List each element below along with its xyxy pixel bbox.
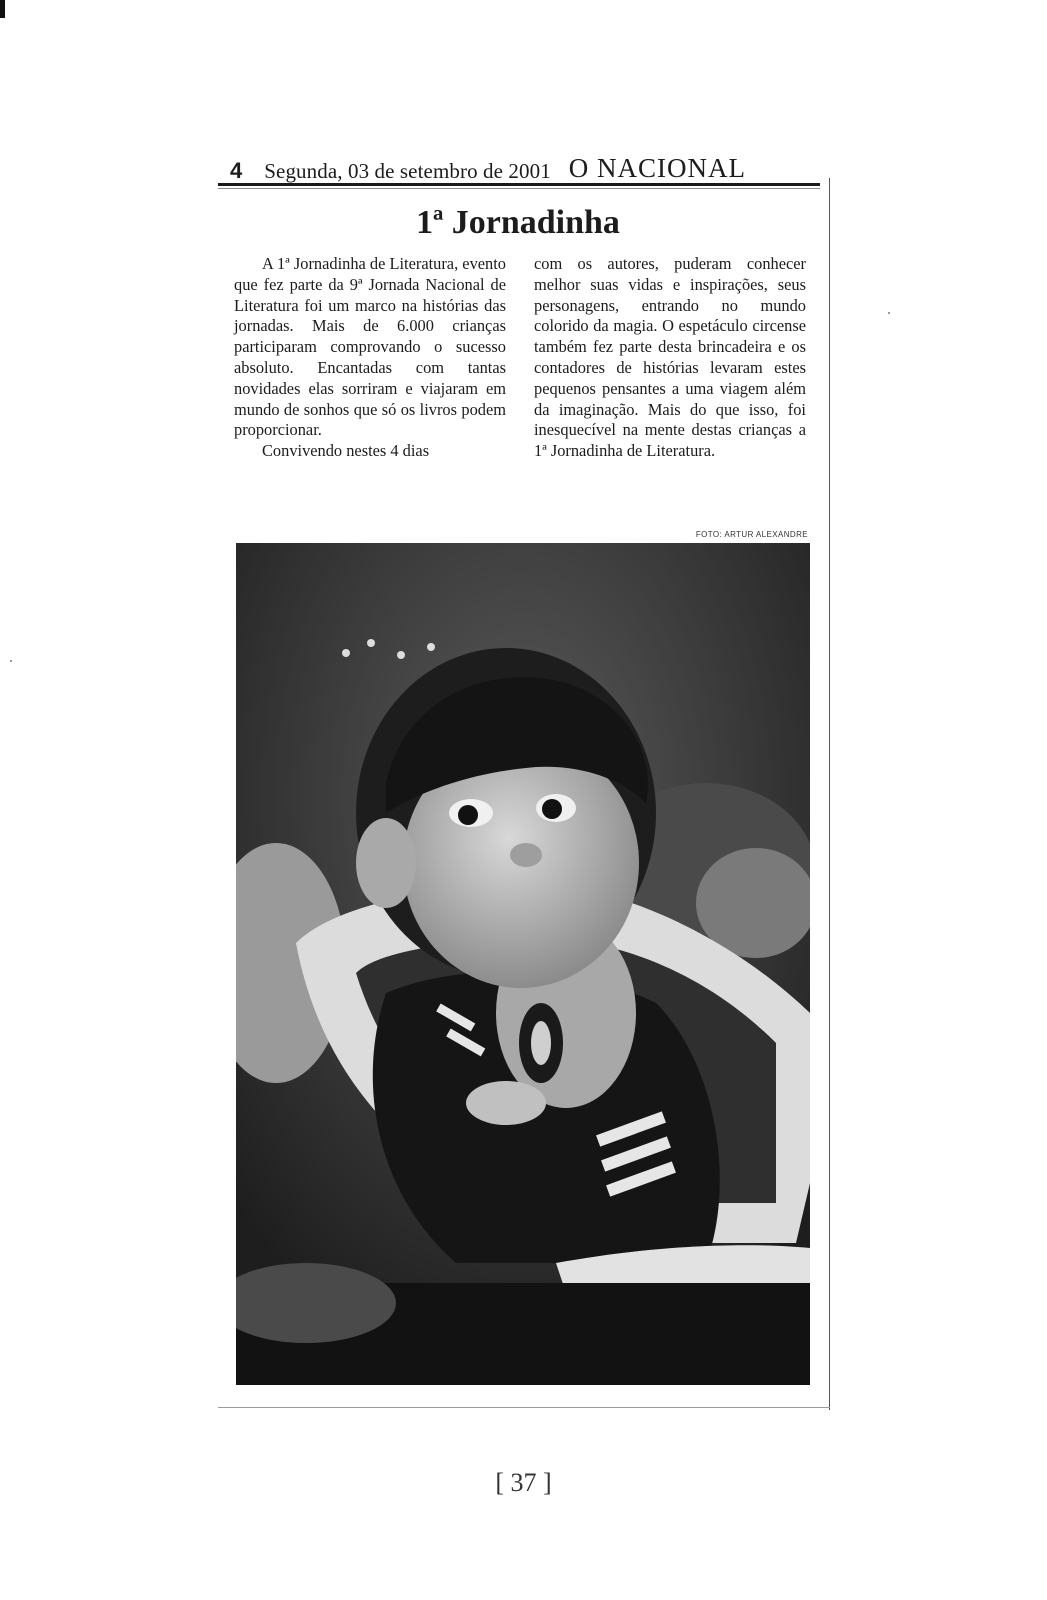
article-column-left (234, 254, 506, 462)
article-paragraph: A 1ª Jornadinha de Literatura, evento que fez parte da 9ª Jornada Nacional de Literatura foi um marco na histórias das jornadas. Mais de 6.000 crianças participaram comprovando o sucesso absoluto. Encantadas com tantas novidades elas sorriram e viajaram em mundo de sonhos que só os livros podem proporcionar. (234, 254, 506, 440)
article-photo (236, 543, 810, 1385)
newspaper-name: O NACIONAL (568, 153, 747, 183)
article-column-right (534, 254, 806, 462)
scan-speck (10, 660, 12, 662)
article-paragraph: com os autores, puderam conhecer melhor suas vidas e inspirações, seus personagens, entrando no mundo colorido da magia. O espetáculo circense também fez parte desta brincadeira e os contadores de histórias levaram estes pequenos pensantes a uma viagem além da imaginação. Mais do que isso, foi inesquecível na mente destas crianças a 1ª Jornadinha de Literatura. (534, 254, 806, 461)
scan-speck (888, 312, 890, 314)
clipping-border-right (829, 178, 830, 1410)
article-headline: 1ª Jornadinha (416, 204, 620, 241)
masthead-rule (218, 183, 820, 186)
photo-child-with-toy (236, 543, 810, 1385)
scan-edge-mark (0, 0, 5, 18)
publication-date: Segunda, 03 de setembro de 2001 (264, 159, 551, 183)
masthead-rule-thin (218, 188, 820, 189)
photo-credit: FOTO: ARTUR ALEXANDRE (695, 530, 808, 539)
document-page-number: [ 37 ] (495, 1468, 552, 1497)
newspaper-clipping (218, 140, 848, 1430)
masthead (218, 140, 818, 184)
clipping-border-bottom (218, 1407, 830, 1408)
newspaper-page-number: 4 (230, 158, 243, 183)
article-paragraph: Convivendo nestes 4 dias (262, 441, 430, 461)
